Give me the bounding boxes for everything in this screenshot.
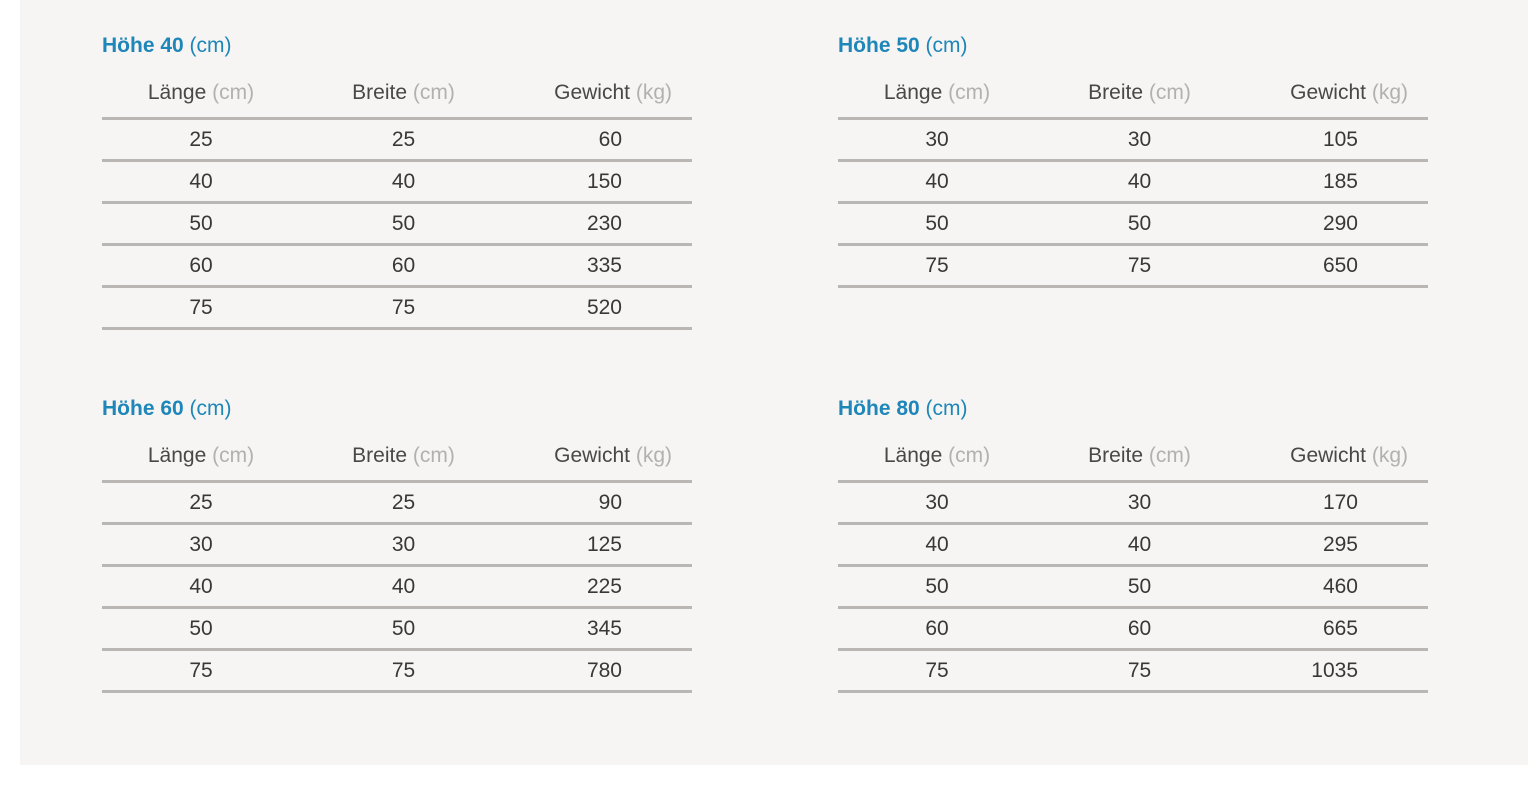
cell-laenge: 40 — [838, 524, 1038, 566]
cell-gewicht: 460 — [1241, 566, 1428, 608]
cell-breite: 25 — [302, 482, 505, 524]
column-header-gewicht — [1241, 69, 1428, 119]
cell-gewicht: 225 — [505, 566, 692, 608]
column-header-breite — [1038, 69, 1241, 119]
column-header-unit: (cm) — [948, 444, 991, 467]
cell-laenge: 75 — [102, 650, 302, 692]
table-row — [102, 287, 692, 329]
cell-breite: 50 — [1038, 203, 1241, 245]
column-header-label: Breite — [352, 81, 408, 104]
dimension-weight-table — [102, 69, 692, 330]
cell-breite: 40 — [302, 161, 505, 203]
column-header-gewicht — [505, 432, 692, 482]
column-header-unit: (cm) — [412, 444, 455, 467]
cell-laenge: 75 — [102, 287, 302, 329]
cell-breite: 25 — [302, 119, 505, 161]
table-row — [838, 119, 1428, 161]
column-header-unit: (kg) — [635, 81, 672, 104]
cell-breite: 75 — [1038, 650, 1241, 692]
table-title-main: Höhe 60 — [102, 397, 184, 420]
cell-laenge: 40 — [838, 161, 1038, 203]
table-title-main: Höhe 80 — [838, 397, 920, 420]
cell-laenge: 50 — [838, 566, 1038, 608]
table-title — [102, 394, 232, 424]
column-header-label: Länge — [147, 81, 207, 104]
table-title-unit: (cm) — [925, 397, 968, 420]
table-row — [102, 161, 692, 203]
cell-breite: 50 — [302, 608, 505, 650]
column-header-unit: (cm) — [412, 81, 455, 104]
cell-laenge: 50 — [102, 203, 302, 245]
cell-breite: 50 — [302, 203, 505, 245]
column-header-gewicht — [1241, 432, 1428, 482]
cell-laenge: 30 — [102, 524, 302, 566]
cell-gewicht: 185 — [1241, 161, 1428, 203]
table-row — [102, 566, 692, 608]
column-header-unit: (kg) — [1371, 444, 1408, 467]
table-title-unit: (cm) — [925, 34, 968, 57]
column-header-laenge — [838, 432, 1038, 482]
table-header-row — [102, 69, 692, 119]
column-header-breite — [302, 69, 505, 119]
table-row — [838, 482, 1428, 524]
column-header-unit: (cm) — [948, 81, 991, 104]
table-title-unit: (cm) — [189, 397, 232, 420]
column-header-label: Breite — [352, 444, 408, 467]
table-header-row — [838, 69, 1428, 119]
table-row — [102, 650, 692, 692]
column-header-laenge — [102, 69, 302, 119]
column-header-label: Gewicht — [554, 81, 630, 104]
cell-gewicht: 335 — [505, 245, 692, 287]
table-row — [838, 566, 1428, 608]
column-header-unit: (cm) — [212, 444, 255, 467]
cell-gewicht: 150 — [505, 161, 692, 203]
cell-breite: 40 — [302, 566, 505, 608]
table-row — [838, 650, 1428, 692]
cell-breite: 40 — [1038, 161, 1241, 203]
dimension-weight-table — [838, 432, 1428, 693]
column-header-unit: (cm) — [212, 81, 255, 104]
table-title-main: Höhe 40 — [102, 34, 184, 57]
table-row — [102, 119, 692, 161]
cell-laenge: 40 — [102, 566, 302, 608]
cell-laenge: 25 — [102, 482, 302, 524]
cell-laenge: 25 — [102, 119, 302, 161]
cell-gewicht: 520 — [505, 287, 692, 329]
table-row — [102, 203, 692, 245]
cell-laenge: 50 — [838, 203, 1038, 245]
cell-breite: 75 — [302, 287, 505, 329]
dimension-weight-table — [838, 69, 1428, 288]
column-header-laenge — [102, 432, 302, 482]
table-row — [838, 161, 1428, 203]
column-header-unit: (cm) — [1148, 81, 1191, 104]
column-header-laenge — [838, 69, 1038, 119]
cell-laenge: 60 — [102, 245, 302, 287]
table-row — [838, 245, 1428, 287]
cell-gewicht: 60 — [505, 119, 692, 161]
cell-gewicht: 170 — [1241, 482, 1428, 524]
table-header-row — [838, 432, 1428, 482]
cell-laenge: 60 — [838, 608, 1038, 650]
cell-laenge: 30 — [838, 119, 1038, 161]
column-header-breite — [1038, 432, 1241, 482]
column-header-gewicht — [505, 69, 692, 119]
table-title-unit: (cm) — [189, 34, 232, 57]
cell-breite: 60 — [1038, 608, 1241, 650]
column-header-breite — [302, 432, 505, 482]
cell-breite: 30 — [302, 524, 505, 566]
cell-gewicht: 780 — [505, 650, 692, 692]
cell-laenge: 40 — [102, 161, 302, 203]
column-header-label: Länge — [883, 444, 943, 467]
cell-gewicht: 295 — [1241, 524, 1428, 566]
cell-gewicht: 105 — [1241, 119, 1428, 161]
column-header-label: Gewicht — [1290, 444, 1366, 467]
cell-laenge: 50 — [102, 608, 302, 650]
cell-gewicht: 1035 — [1241, 650, 1428, 692]
table-row — [102, 608, 692, 650]
cell-gewicht: 345 — [505, 608, 692, 650]
table-row — [838, 608, 1428, 650]
table-row — [102, 482, 692, 524]
column-header-label: Breite — [1088, 444, 1144, 467]
cell-breite: 30 — [1038, 482, 1241, 524]
column-header-label: Gewicht — [1290, 81, 1366, 104]
column-header-label: Länge — [147, 444, 207, 467]
cell-gewicht: 230 — [505, 203, 692, 245]
cell-breite: 30 — [1038, 119, 1241, 161]
table-title-main: Höhe 50 — [838, 34, 920, 57]
cell-gewicht: 290 — [1241, 203, 1428, 245]
table-title — [102, 31, 232, 61]
table-title — [838, 394, 968, 424]
table-header-row — [102, 432, 692, 482]
column-header-unit: (cm) — [1148, 444, 1191, 467]
table-title — [838, 31, 968, 61]
cell-breite: 50 — [1038, 566, 1241, 608]
column-header-label: Länge — [883, 81, 943, 104]
dimension-weight-table — [102, 432, 692, 693]
table-row — [838, 524, 1428, 566]
cell-gewicht: 650 — [1241, 245, 1428, 287]
column-header-label: Breite — [1088, 81, 1144, 104]
table-row — [838, 203, 1428, 245]
cell-gewicht: 665 — [1241, 608, 1428, 650]
cell-breite: 60 — [302, 245, 505, 287]
cell-breite: 75 — [302, 650, 505, 692]
column-header-label: Gewicht — [554, 444, 630, 467]
column-header-unit: (kg) — [1371, 81, 1408, 104]
cell-laenge: 30 — [838, 482, 1038, 524]
cell-gewicht: 90 — [505, 482, 692, 524]
table-row — [102, 524, 692, 566]
cell-breite: 75 — [1038, 245, 1241, 287]
cell-breite: 40 — [1038, 524, 1241, 566]
cell-laenge: 75 — [838, 245, 1038, 287]
column-header-unit: (kg) — [635, 444, 672, 467]
cell-laenge: 75 — [838, 650, 1038, 692]
table-row — [102, 245, 692, 287]
cell-gewicht: 125 — [505, 524, 692, 566]
